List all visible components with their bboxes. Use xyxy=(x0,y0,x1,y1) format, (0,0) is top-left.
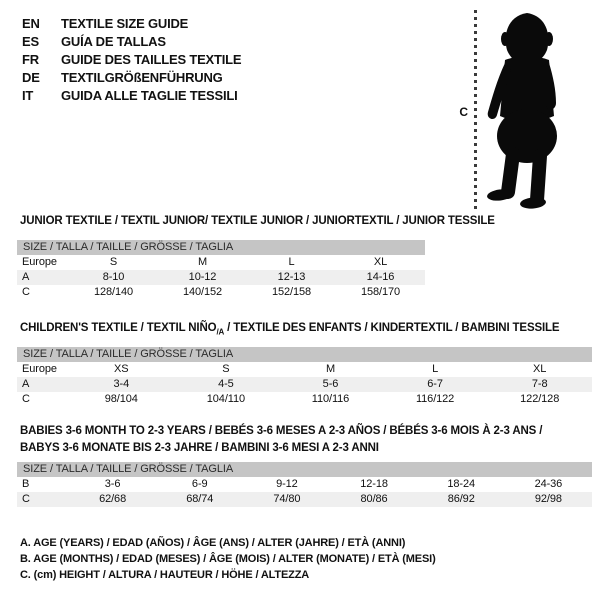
cell: L xyxy=(288,256,295,268)
cell: 86/92 xyxy=(447,493,475,505)
cell: M xyxy=(197,256,208,268)
cell: 3-4 xyxy=(113,378,130,390)
language-code: DE xyxy=(22,69,40,85)
footnotes xyxy=(20,535,436,583)
cell: 24-36 xyxy=(534,478,563,490)
cell: L xyxy=(432,363,439,375)
cell: 3-6 xyxy=(104,478,121,490)
guide-title-es: GUÍA DE TALLAS xyxy=(61,33,166,49)
row-label: C xyxy=(22,286,30,298)
table-row xyxy=(17,392,592,407)
cell: 12-13 xyxy=(277,271,306,283)
table-row xyxy=(17,477,592,492)
size-header-label: SIZE / TALLA / TAILLE / GRÖSSE / TAGLIA xyxy=(17,347,592,362)
cell: 5-6 xyxy=(322,378,339,390)
language-row-es xyxy=(22,32,241,50)
cell: 18-24 xyxy=(447,478,476,490)
babies-table-title xyxy=(20,423,542,457)
cell: XL xyxy=(373,256,388,268)
size-header-bar xyxy=(17,240,425,255)
children-table-title xyxy=(20,322,559,336)
language-code: ES xyxy=(22,33,39,49)
cell: 116/122 xyxy=(415,393,455,405)
table-row xyxy=(17,492,592,507)
row-label: C xyxy=(22,493,30,505)
language-code: IT xyxy=(22,87,34,103)
row-label: A xyxy=(22,378,30,390)
guide-title-en: TEXTILE SIZE GUIDE xyxy=(61,15,189,31)
language-row-fr xyxy=(22,50,241,68)
table-row xyxy=(17,270,425,285)
cell: 4-5 xyxy=(218,378,234,390)
cell: 68/74 xyxy=(186,493,214,505)
cell: 140/152 xyxy=(182,286,223,298)
guide-title-fr: GUIDE DES TAILLES TEXTILE xyxy=(61,51,242,67)
cell: 6-7 xyxy=(427,378,443,390)
cell: 9-12 xyxy=(276,478,298,490)
language-title-list xyxy=(22,14,241,104)
cell: 8-10 xyxy=(102,271,125,283)
children-title-pre: CHILDREN'S TEXTILE / TEXTIL NIÑO xyxy=(20,322,217,334)
size-header-bar xyxy=(17,347,592,362)
language-row-it xyxy=(22,86,241,104)
height-measure-dotted-line xyxy=(474,10,477,210)
table-row xyxy=(17,285,425,300)
language-row-en xyxy=(22,14,241,32)
babies-title-line2: BABYS 3-6 MONATE BIS 2-3 JAHRE / BAMBINI 3-6 MESI A 2-3 ANNI xyxy=(20,442,379,454)
cell: 104/110 xyxy=(206,393,246,405)
cell: 92/98 xyxy=(534,493,562,505)
row-label: A xyxy=(22,271,30,283)
toddler-silhouette xyxy=(483,8,573,210)
cell: 152/158 xyxy=(271,286,312,298)
footnote-b: B. AGE (MONTHS) / EDAD (MESES) / ÂGE (MOIS) / ALTER (MONATE) / ETÀ (MESI) xyxy=(20,553,436,565)
cell: 80/86 xyxy=(360,493,388,505)
size-header-label: SIZE / TALLA / TAILLE / GRÖSSE / TAGLIA xyxy=(17,462,592,477)
cell: 14-16 xyxy=(366,271,395,283)
footnote-c: C. (cm) HEIGHT / ALTURA / HAUTEUR / HÖHE / ALTEZZA xyxy=(20,569,310,581)
table-row xyxy=(17,362,592,377)
row-label: Europe xyxy=(22,256,57,268)
junior-table-title: JUNIOR TEXTILE / TEXTIL JUNIOR/ TEXTILE JUNIOR / JUNIORTEXTIL / JUNIOR TESSILE xyxy=(20,215,495,227)
children-title-post: / TEXTILE DES ENFANTS / KINDERTEXTIL / BAMBINI TESSILE xyxy=(224,322,560,334)
cell: 110/116 xyxy=(311,393,350,405)
cell: 6-9 xyxy=(191,478,208,490)
cell: 158/170 xyxy=(360,286,401,298)
language-code: EN xyxy=(22,15,40,31)
height-measure-label: C xyxy=(459,105,468,119)
cell: 74/80 xyxy=(273,493,301,505)
cell: XL xyxy=(533,363,547,375)
children-title-sub: /A xyxy=(216,327,225,337)
row-label: Europe xyxy=(22,363,57,375)
babies-size-table xyxy=(17,462,592,507)
size-header-label: SIZE / TALLA / TAILLE / GRÖSSE / TAGLIA xyxy=(17,240,425,255)
cell: S xyxy=(222,363,230,375)
guide-title-it: GUIDA ALLE TAGLIE TESSILI xyxy=(61,87,238,103)
cell: S xyxy=(109,256,118,268)
language-code: FR xyxy=(22,51,39,67)
children-size-table xyxy=(17,347,592,407)
table-row xyxy=(17,377,592,392)
language-row-de xyxy=(22,68,241,86)
cell: 122/128 xyxy=(520,393,560,405)
cell: M xyxy=(325,363,336,375)
row-label: B xyxy=(22,478,30,490)
cell: XS xyxy=(114,363,129,375)
table-row xyxy=(17,255,425,270)
size-header-bar xyxy=(17,462,592,477)
cell: 98/104 xyxy=(104,393,138,405)
babies-title-line1: BABIES 3-6 MONTH TO 2-3 YEARS / BEBÉS 3-6 MESES A 2-3 AÑOS / BÉBÉS 3-6 MOIS À 2-3 ANS / xyxy=(20,425,543,437)
cell: 128/140 xyxy=(93,286,134,298)
row-label: C xyxy=(22,393,30,405)
junior-size-table xyxy=(17,240,425,300)
cell: 7-8 xyxy=(531,378,548,390)
cell: 10-12 xyxy=(188,271,217,283)
cell: 12-18 xyxy=(360,478,388,490)
cell: 62/68 xyxy=(99,493,127,505)
footnote-a: A. AGE (YEARS) / EDAD (AÑOS) / ÂGE (ANS) / ALTER (JAHRE) / ETÀ (ANNI) xyxy=(20,537,406,549)
guide-title-de: TEXTILGRÖßENFÜHRUNG xyxy=(61,69,223,85)
